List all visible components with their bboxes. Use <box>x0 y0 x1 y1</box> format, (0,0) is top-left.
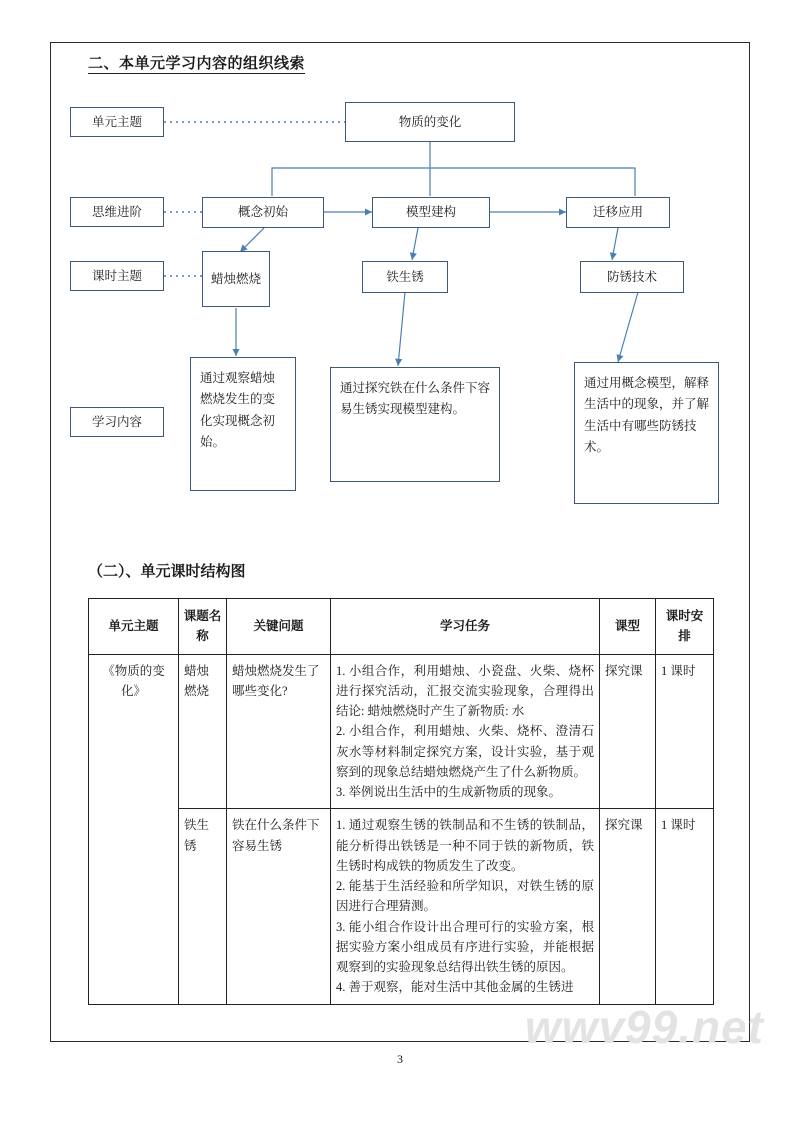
table-header-lesson-type: 课型 <box>600 599 656 655</box>
flow-content-box-iron-rust <box>330 367 500 482</box>
table-cell-unit-title: 《物质的变化》 <box>89 654 179 1004</box>
table-header-periods: 课时安排 <box>656 599 714 655</box>
flow-content-text: 通过探究铁在什么条件下容易生锈实现模型建构。 <box>340 381 491 417</box>
flow-content-text: 通过观察蜡烛燃烧发生的变化实现概念初始。 <box>200 371 276 449</box>
task-item: 2. 能基于生活经验和所学知识，对铁生锈的原因进行合理猜测。 <box>336 879 594 914</box>
table-row <box>89 654 714 809</box>
table-cell-lesson-name: 蜡烛燃烧 <box>179 654 227 809</box>
flow-node-lesson-iron-rust <box>362 261 448 293</box>
flow-node-text: 防锈技术 <box>606 269 657 284</box>
flow-row-label-text: 课时主题 <box>91 268 142 283</box>
task-item: 1. 小组合作，利用蜡烛、小瓷盘、火柴、烧杯进行探究活动，汇报交流实验现象，合理得出结论: 蜡烛燃烧时产生了新物质: 水 <box>336 663 594 718</box>
page-number: 3 <box>397 1052 403 1066</box>
flow-node-text: 蜡烛燃烧 <box>210 271 261 286</box>
task-item: 3. 举例说出生活中的生成新物质的现象。 <box>336 785 562 799</box>
table-cell-lesson-type: 探究课 <box>600 654 656 809</box>
task-item: 1. 通过观察生锈的铁制品和不生锈的铁制品，能分析得出铁锈是一种不同于铁的新物质，铁生锈时构成铁的物质发生了改变。 <box>336 818 594 873</box>
flow-node-stage-concept-start <box>202 197 324 228</box>
task-item: 2. 小组合作，利用蜡烛、火柴、烧杯、澄清石灰水等材料制定探究方案，设计实验，基于观察到的现象总结蜡烛燃烧产生了什么新物质。 <box>336 724 594 779</box>
table-cell-key-question: 蜡烛燃烧发生了哪些变化? <box>227 654 331 809</box>
flow-row-label-text: 思维进阶 <box>91 204 142 219</box>
table-row <box>89 809 714 1004</box>
flow-node-lesson-rust-prevention <box>580 261 684 293</box>
table-header-key-question: 关键问题 <box>227 599 331 655</box>
flow-row-label-thinking-progress <box>70 197 164 227</box>
section-heading <box>88 52 305 73</box>
section-heading-text: 二、本单元学习内容的组织线索 <box>88 56 306 72</box>
table-cell-periods: 1 课时 <box>656 809 714 1004</box>
organization-flow-diagram <box>50 80 750 530</box>
flow-node-text: 物质的变化 <box>398 114 462 129</box>
table-header-unit-topic: 单元主题 <box>89 599 179 655</box>
flow-content-box-candle <box>190 357 296 491</box>
flow-node-stage-model-building <box>372 197 490 228</box>
flow-content-box-rust-prevention <box>574 362 719 504</box>
table-header-lesson-name: 课题名称 <box>179 599 227 655</box>
flow-node-lesson-candle-burning <box>202 251 270 307</box>
task-item: 3. 能小组合作设计出合理可行的实验方案，根据实验方案小组成员有序进行实验，并能根据观察到的实验现象总结得出铁生锈的原因。 <box>336 919 594 974</box>
table-cell-lesson-type: 探究课 <box>600 809 656 1004</box>
flow-row-label-unit-topic <box>70 107 164 137</box>
flow-row-label-text: 单元主题 <box>91 114 142 129</box>
table-cell-key-question: 铁在什么条件下容易生锈 <box>227 809 331 1004</box>
table-header-learning-tasks: 学习任务 <box>331 599 600 655</box>
flow-node-unit-topic <box>345 102 515 142</box>
unit-structure-table-wrap <box>88 598 713 1005</box>
table-cell-learning-tasks <box>331 654 600 809</box>
table-cell-periods: 1 课时 <box>656 654 714 809</box>
table-header-row <box>89 599 714 655</box>
flow-node-text: 铁生锈 <box>386 269 424 284</box>
task-item: 4. 善于观察，能对生活中其他金属的生锈进 <box>336 980 574 995</box>
sub-heading: （二）、单元课时结构图 <box>88 564 246 580</box>
flow-node-text: 概念初始 <box>237 205 288 220</box>
flow-node-text: 迁移应用 <box>592 205 643 220</box>
watermark: wwv99.net <box>524 1001 764 1053</box>
flow-node-stage-transfer-application <box>566 197 670 228</box>
flow-node-text: 模型建构 <box>405 205 456 220</box>
flow-row-label-learning-content <box>70 407 164 437</box>
flow-row-label-text: 学习内容 <box>91 414 142 429</box>
table-cell-lesson-name: 铁生锈 <box>179 809 227 1004</box>
table-cell-learning-tasks <box>331 809 600 1004</box>
unit-structure-table <box>88 598 714 1005</box>
flow-row-label-lesson-topic <box>70 261 164 291</box>
flow-content-text: 通过用概念模型，解释生活中的现象，并了解生活中有哪些防锈技术。 <box>584 376 710 454</box>
